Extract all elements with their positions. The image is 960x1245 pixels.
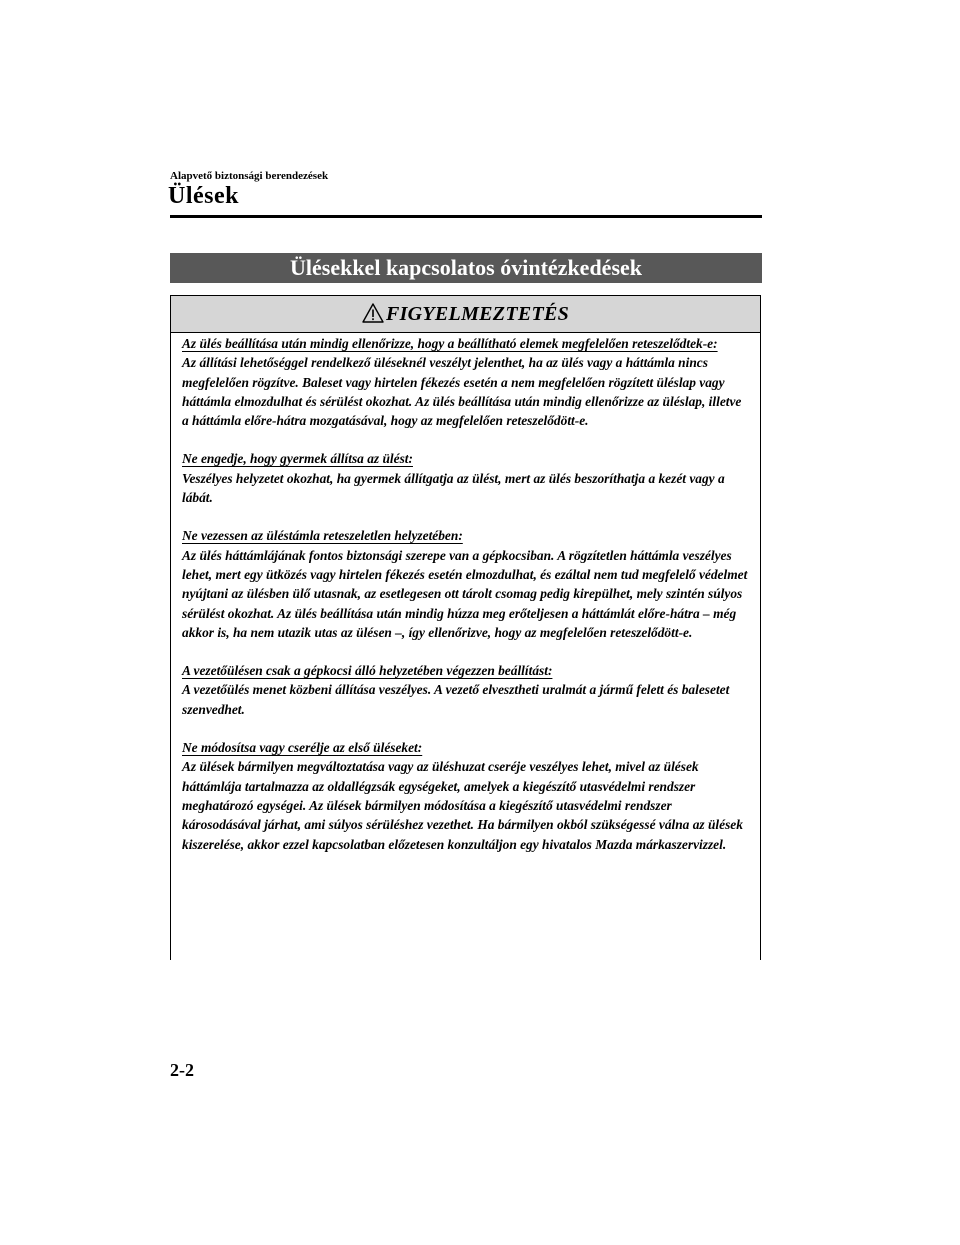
warning-item-text: Az állítási lehetőséggel rendelkező üléseknél veszélyt jelenthet, ha az ülés vagy a háttámla nincs megfelelően rögzítve. Baleset vagy hirtelen fékezés esetén a nem megfelelően rögzített üléslap vagy háttámla elmozdulhat és sérülést okozhat. Az ülés beállítása után mindig ellenőrizze az üléslap, illetve a háttámla előre-hátra mozgatásával, hogy az megfelelően reteszelődött-e. [182, 355, 742, 429]
breadcrumb: Alapvető biztonsági berendezések [170, 170, 329, 182]
warning-box [170, 295, 761, 960]
warning-item-heading: Az ülés beállítása után mindig ellenőrizze, hogy a beállítható elemek megfelelően reteszelődtek-e: [182, 336, 718, 351]
section-banner: Ülésekkel kapcsolatos óvintézkedések [170, 253, 762, 283]
warning-item-heading: Ne vezessen az üléstámla reteszeletlen helyzetében: [182, 528, 463, 544]
warning-item [182, 738, 748, 854]
warning-item-text: Veszélyes helyzetet okozhat, ha gyermek állítgatja az ülést, mert az ülés beszoríthatja a kezét vagy a lábát. [182, 470, 725, 506]
warning-label: FIGYELMEZTETÉS [385, 302, 570, 325]
warning-item-heading: A vezetőülésen csak a gépkocsi álló helyzetében végezzen beállítást: [182, 663, 553, 679]
warning-header [171, 296, 760, 333]
warning-item-text: A vezetőülés menet közbeni állítása veszélyes. A vezető elvesztheti uralmát a jármű felett és balesetet szenvedhet. [182, 682, 730, 717]
warning-item [182, 526, 748, 642]
title-divider [170, 215, 762, 218]
warning-item [182, 334, 748, 430]
warning-item-heading: Ne módosítsa vagy cserélje az első üléseket: [182, 740, 423, 756]
warning-item [182, 661, 748, 719]
warning-triangle-icon [362, 303, 384, 323]
page-number: 2-2 [170, 1060, 194, 1080]
warning-item-heading: Ne engedje, hogy gyermek állítsa az ülést: [182, 451, 413, 467]
warning-item-text: Az ülés háttámlájának fontos biztonsági szerepe van a gépkocsiban. A rögzítetlen háttámla veszélyes lehet, mert egy ütközés vagy hirtelen fékezés esetén elmozdulhat, és ezáltal nem tud megfelelő védelmet nyújtani az ülésben ülő utasnak, az esetlegesen ott tárolt csomag pedig kirepülhet, mely szintén súlyos sérülést okozhat. Az ülés beállítása után mindig húzza meg erőteljesen a háttámlát előre-hátra – még akkor is, ha nem utazik utas az ülésen –, így ellenőrizve, hogy az megfelelően reteszelődött-e. [182, 547, 748, 640]
warning-item-text: Az ülések bármilyen megváltoztatása vagy az üléshuzat cseréje veszélyes lehet, mivel az ülések háttámlája tartalmazza az oldallégzsák egységeket, amelyek a kiegészítő utasvédelmi rendszer meghatározó egységei. Az ülések bármilyen módosítása a kiegészítő utasvédelmi rendszer károsodásával járhat, ami súlyos sérüléshez vezethet. Ha bármilyen okból szükségessé válna az ülések kiszerelése, akkor ezzel kapcsolatban előzetesen konzultáljon egy hivatalos Mazda márkaszervizzel. [182, 759, 743, 852]
warning-item [182, 449, 748, 507]
warning-body [171, 334, 760, 854]
page-title: Ülések [168, 183, 239, 209]
